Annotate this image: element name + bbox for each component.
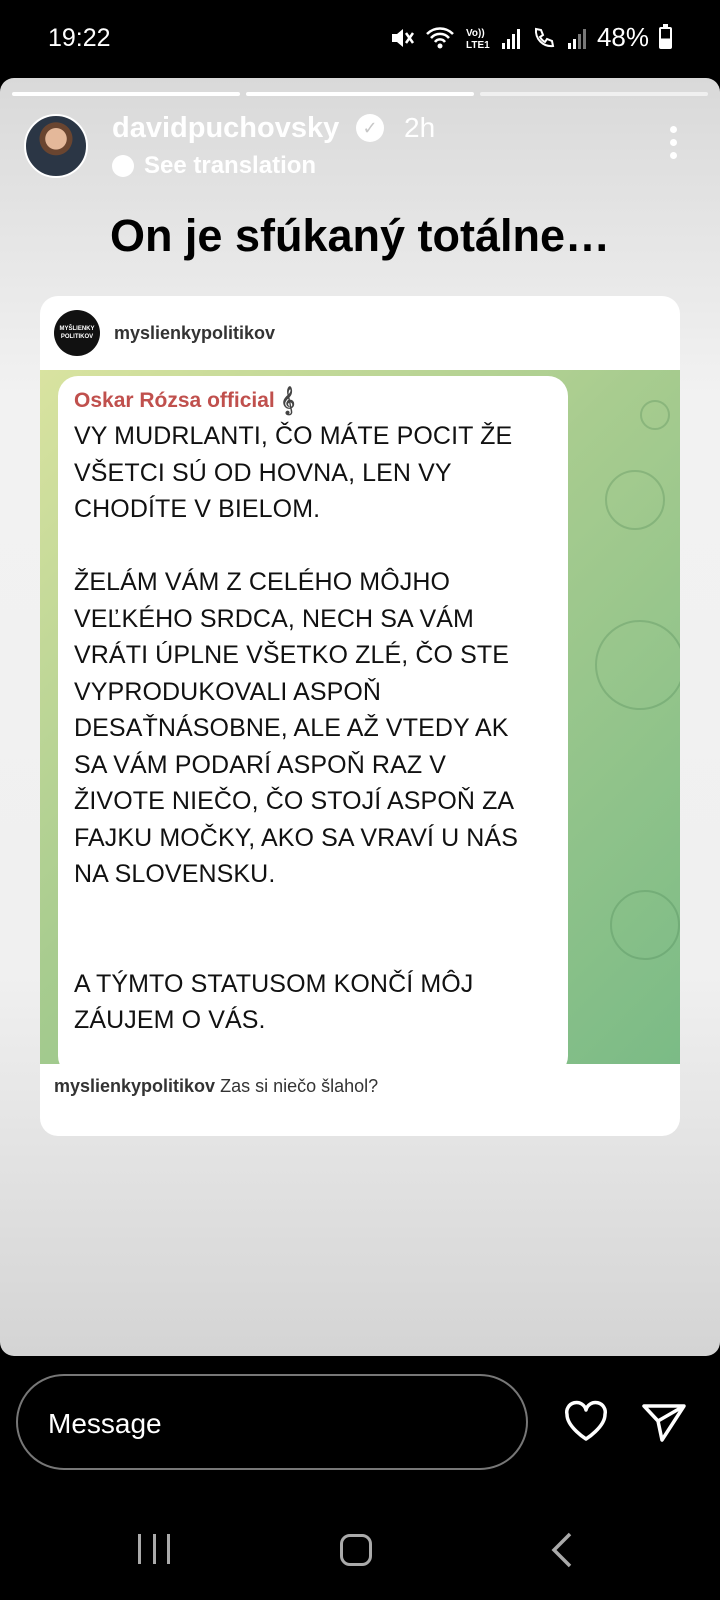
progress-segment xyxy=(480,92,708,96)
home-button[interactable] xyxy=(340,1534,372,1566)
see-translation-label: See translation xyxy=(144,152,317,179)
svg-text:LTE1: LTE1 xyxy=(465,39,490,51)
background-doodle xyxy=(610,890,680,960)
volte-icon xyxy=(465,25,491,51)
progress-segment xyxy=(246,92,474,96)
treble-clef-icon: 𝄞 xyxy=(280,387,295,414)
battery-icon xyxy=(659,27,672,49)
reply-bar xyxy=(0,1356,720,1600)
status-bar xyxy=(0,0,720,78)
send-icon[interactable] xyxy=(640,1398,688,1446)
story-progress xyxy=(12,92,708,96)
post-caption-user[interactable]: myslienkypolitikov xyxy=(54,1076,216,1096)
telegram-message-bubble xyxy=(58,376,568,1064)
story-caption: On je sfúkaný totálne… xyxy=(109,210,611,261)
post-caption xyxy=(40,1064,680,1136)
story-username[interactable]: davidpuchovsky xyxy=(112,112,340,144)
message-input[interactable]: Message xyxy=(16,1374,528,1470)
avatar[interactable] xyxy=(24,114,88,178)
battery-percent: 48% xyxy=(596,22,649,52)
post-avatar[interactable]: MYŠLIENKY POLITIKOV xyxy=(54,310,100,356)
post-username[interactable]: myslienkypolitikov xyxy=(114,322,276,343)
call-icon xyxy=(531,25,557,51)
shared-post[interactable] xyxy=(40,296,680,1136)
signal-icon xyxy=(501,25,521,51)
background-doodle xyxy=(595,620,680,710)
wifi-icon xyxy=(425,25,455,51)
background-doodle xyxy=(640,400,670,430)
post-image xyxy=(40,370,680,1064)
story-time: 2h xyxy=(404,112,436,143)
signal-icon xyxy=(567,25,587,51)
more-options-icon[interactable] xyxy=(670,126,678,165)
status-icons xyxy=(389,22,672,53)
post-caption-text: Zas si niečo šlahol? xyxy=(220,1076,379,1096)
sender-name: Oskar Rózsa official xyxy=(74,389,275,412)
progress-segment xyxy=(12,92,240,96)
heart-icon[interactable] xyxy=(562,1398,610,1446)
mute-icon xyxy=(389,25,415,51)
message-text: VY MUDRLANTI, ČO MÁTE POCIT ŽE VŠETCI SÚ OD HOVNA, LEN VY CHODÍTE V BIELOM. ŽELÁM VÁM Z CELÉHO MÔJHO VEĽKÉHO SRDCA, NECH SA VÁM VRÁTI ÚPLNE VŠETKO ZLÉ, ČO STE VYPRODUKOVALI ASPOŇ DESAŤNÁSOBNE, ALE AŽ VTEDY AK SA VÁM PODARÍ ASPOŇ RAZ V ŽIVOTE NIEČO, ČO STOJÍ ASPOŇ ZA FAJKU MOČKY, AKO SA VRAVÍ U NÁS NA SLOVENSKU. A TÝMTO STATUSOM KONČÍ MÔJ ZÁUJEM O VÁS. xyxy=(74,422,518,1034)
clock: 19:22 xyxy=(48,24,111,52)
back-icon[interactable] xyxy=(548,1532,578,1568)
svg-text:Vo)): Vo)) xyxy=(465,27,485,39)
message-sender xyxy=(74,388,552,414)
post-header xyxy=(40,296,680,370)
translate-icon xyxy=(112,155,134,177)
see-translation-button[interactable] xyxy=(112,152,316,180)
story-viewer[interactable] xyxy=(0,78,720,1356)
verified-badge-icon: ✓ xyxy=(356,114,384,142)
background-doodle xyxy=(605,470,665,530)
recent-apps-button[interactable] xyxy=(138,1534,170,1566)
